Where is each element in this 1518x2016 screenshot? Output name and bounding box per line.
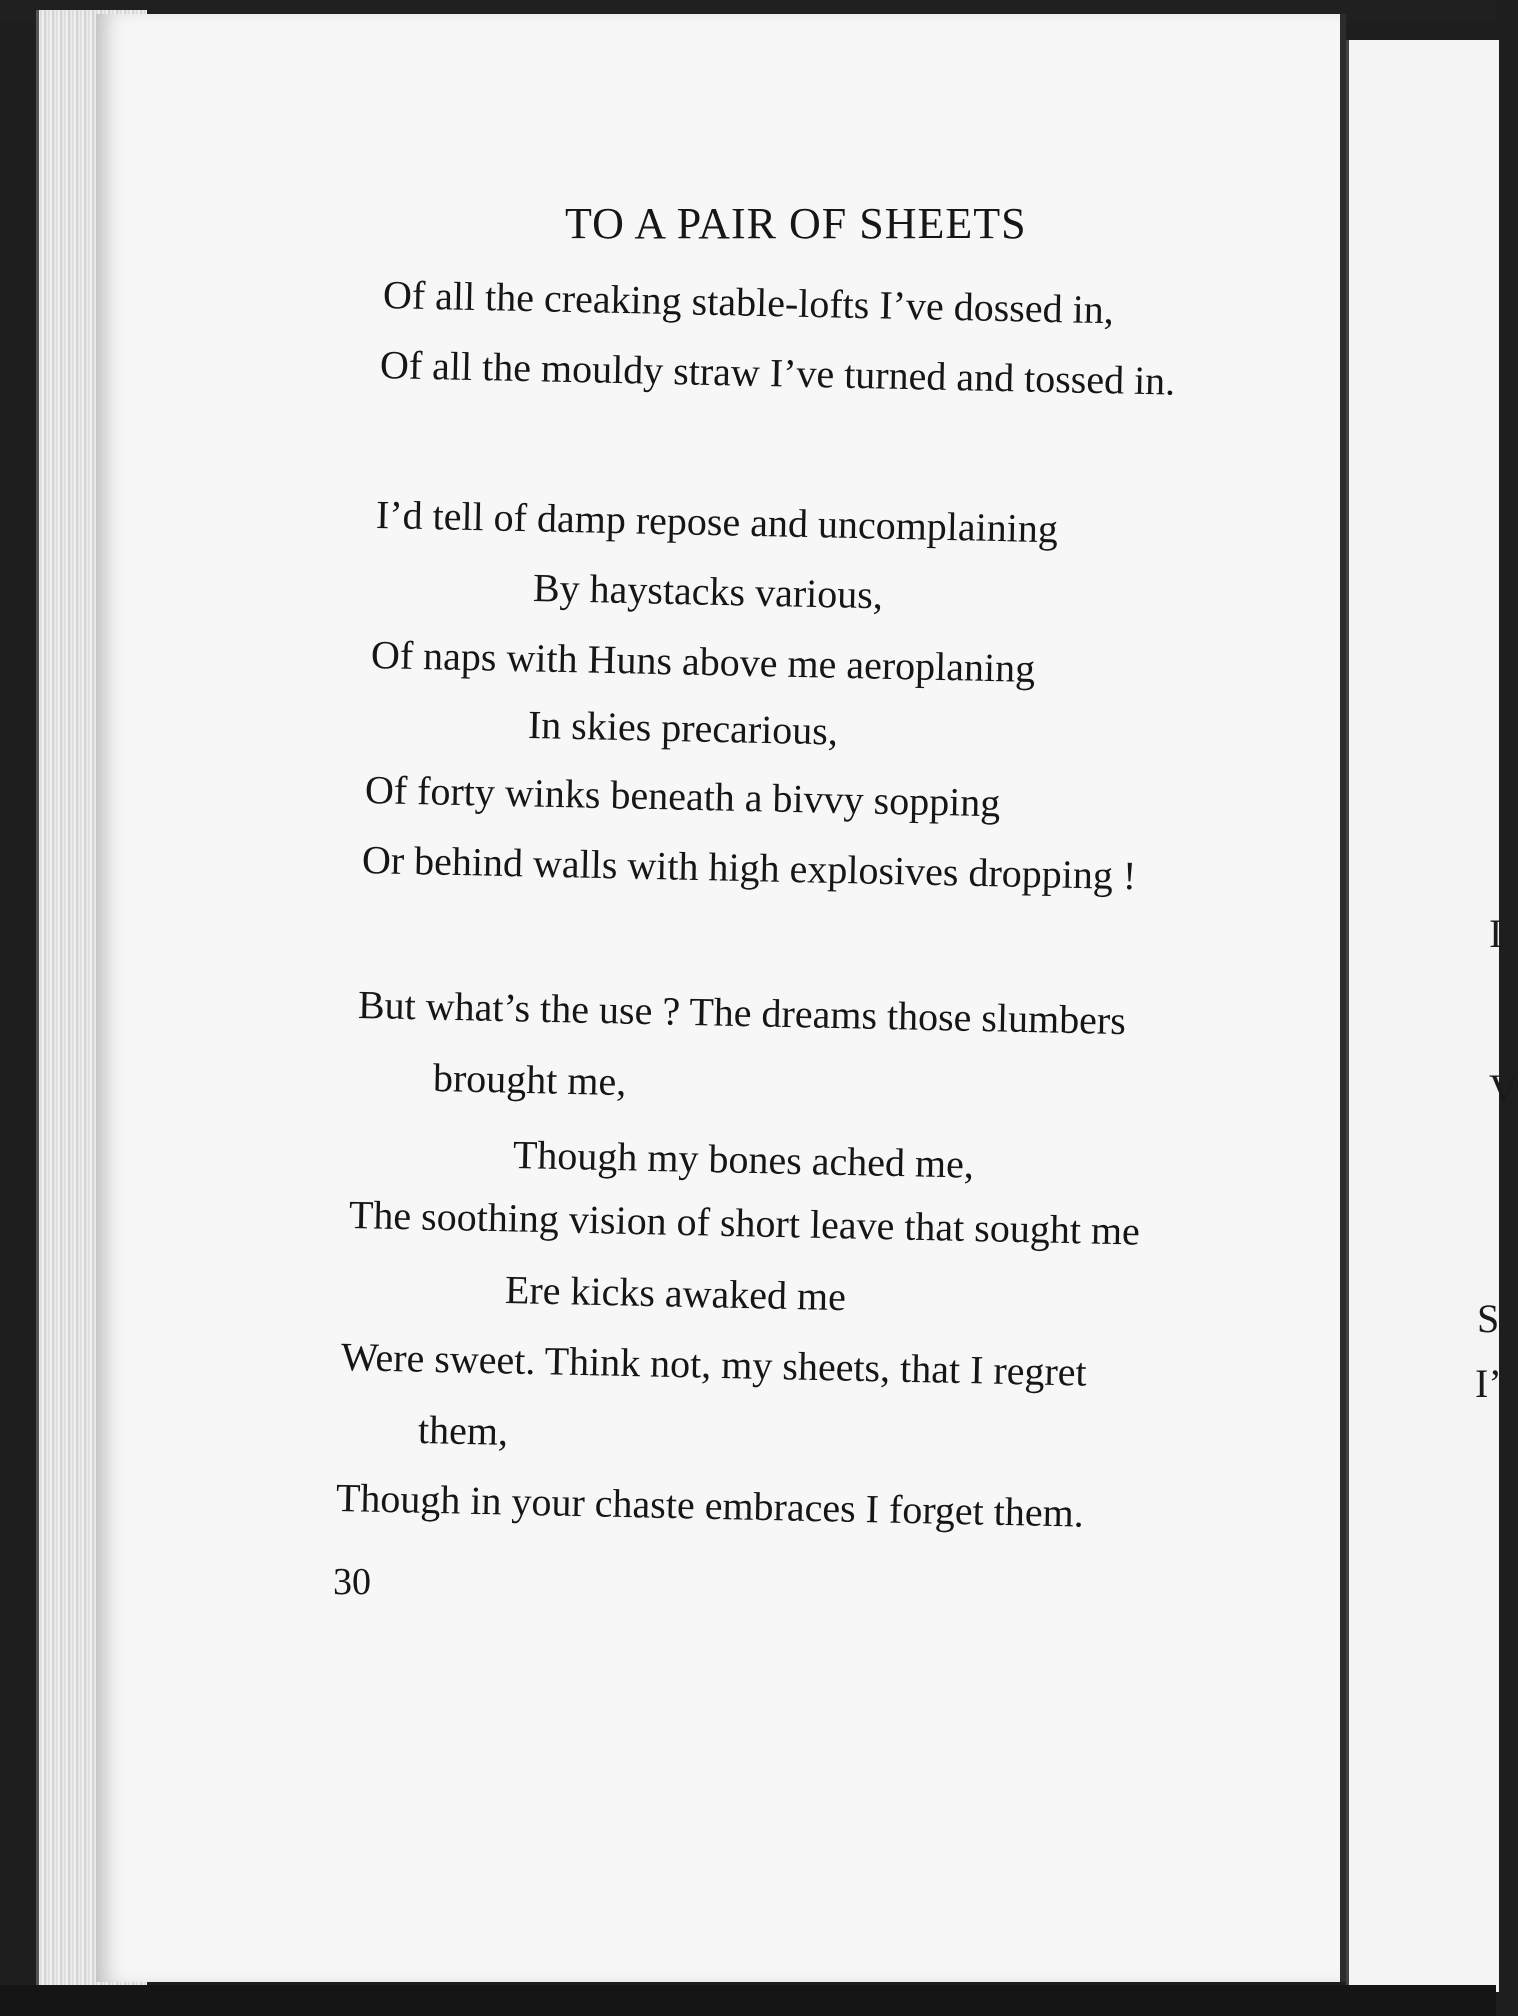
facing-page-fragment: V — [1489, 1066, 1518, 1111]
poem-title: TO A PAIR OF SHEETS — [565, 199, 1027, 248]
poem-line: Of naps with Huns above me aeroplaning — [370, 632, 1036, 691]
poem-line: Or behind walls with high explosives dropping ! — [361, 837, 1137, 899]
facing-page — [1346, 40, 1518, 1992]
facing-page-fragment: S — [1477, 1296, 1500, 1341]
poem-line: By haystacks various, — [532, 565, 884, 618]
poem-line: Though my bones ached me, — [512, 1132, 975, 1187]
poem-line: Were sweet. Think not, my sheets, that I regret — [340, 1334, 1088, 1395]
poem-line: Of all the mouldy straw I’ve turned and tossed in. — [379, 342, 1176, 404]
poem-line: them, — [417, 1407, 509, 1454]
poem-line: In skies precarious, — [527, 702, 839, 754]
poem-line: Of all the creaking stable-lofts I’ve dossed in, — [382, 272, 1115, 333]
poem-line: Though in your chaste embraces I forget them. — [335, 1475, 1085, 1536]
poem-line: The soothing vision of short leave that sought me — [348, 1192, 1141, 1254]
facing-page-fragment: I — [1489, 911, 1503, 956]
poem-line: But what’s the use ? The dreams those slumbers — [357, 982, 1127, 1044]
poem-line: brought me, — [432, 1055, 627, 1105]
poem-line: Of forty winks beneath a bivvy sopping — [364, 767, 1001, 826]
scan-bottom-edge — [0, 1985, 1496, 2016]
page-number: 30 — [333, 1561, 371, 1603]
poem-line: I’d tell of damp repose and uncomplaining — [375, 492, 1059, 552]
poem-line: Ere kicks awaked me — [504, 1267, 847, 1320]
facing-page-fragment: I’ — [1475, 1361, 1502, 1406]
